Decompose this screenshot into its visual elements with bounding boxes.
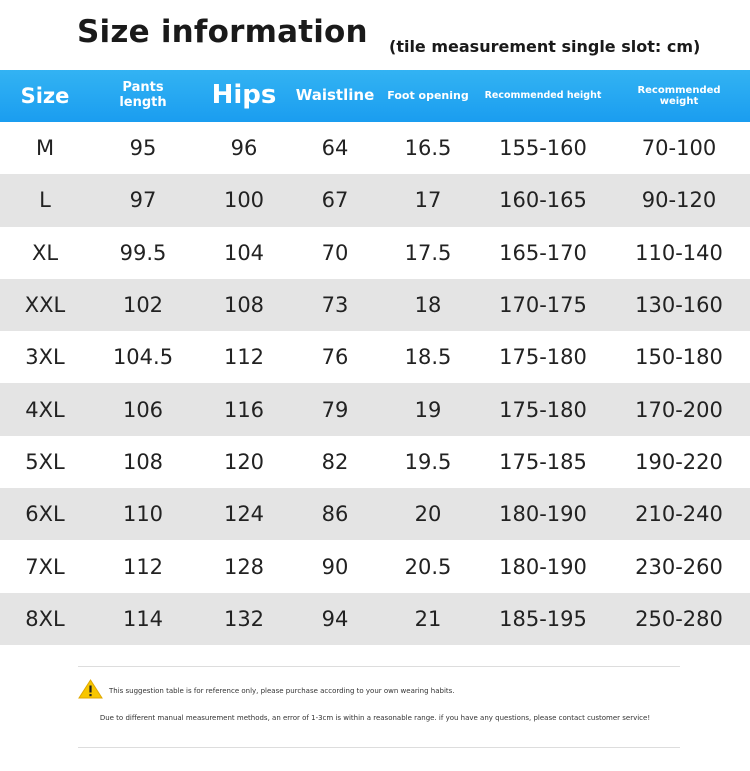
cell-pants-length: 95 xyxy=(129,136,157,161)
cell-pants-length: 110 xyxy=(122,502,164,527)
header-pants-length-line2: length xyxy=(119,95,167,110)
reference-note-text: This suggestion table is for reference only, please purchase according to your own wearing habits. xyxy=(109,687,455,695)
cell-waistline: 67 xyxy=(321,188,349,213)
cell-size: XXL xyxy=(24,293,66,318)
cell-hips: 116 xyxy=(223,397,265,422)
header-waistline: Waistline xyxy=(295,86,375,105)
table-row xyxy=(0,122,750,174)
cell-recommended-height: 180-190 xyxy=(499,502,587,527)
cell-foot-opening: 19 xyxy=(414,397,442,422)
table-row xyxy=(0,593,750,645)
page-title: Size information xyxy=(77,14,368,50)
cell-foot-opening: 19.5 xyxy=(404,449,452,474)
cell-size: M xyxy=(35,136,55,161)
cell-foot-opening: 20.5 xyxy=(404,554,452,579)
table-row xyxy=(0,227,750,279)
header-recommended-weight-line1: Recommended xyxy=(637,84,721,96)
bottom-divider xyxy=(78,747,680,748)
reference-note xyxy=(78,679,455,703)
cell-pants-length: 114 xyxy=(122,606,164,631)
cell-hips: 120 xyxy=(223,449,265,474)
cell-pants-length: 104.5 xyxy=(112,345,174,370)
cell-pants-length: 97 xyxy=(129,188,157,213)
cell-size: 5XL xyxy=(25,449,65,474)
cell-recommended-weight: 170-200 xyxy=(635,397,723,422)
top-divider xyxy=(78,666,680,667)
cell-recommended-weight: 250-280 xyxy=(635,606,723,631)
warning-triangle-icon xyxy=(78,679,103,703)
cell-waistline: 82 xyxy=(321,449,349,474)
table-row xyxy=(0,174,750,226)
header-foot-opening: Foot opening xyxy=(387,88,469,102)
header-recommended-weight-line2: weight xyxy=(659,96,699,107)
cell-size: 3XL xyxy=(25,345,65,370)
cell-pants-length: 108 xyxy=(122,449,164,474)
cell-waistline: 86 xyxy=(321,502,349,527)
cell-size: 6XL xyxy=(25,502,65,527)
cell-hips: 112 xyxy=(223,345,265,370)
table-row xyxy=(0,279,750,331)
cell-waistline: 64 xyxy=(321,136,349,161)
cell-hips: 128 xyxy=(223,554,265,579)
cell-hips: 108 xyxy=(223,293,265,318)
table-row xyxy=(0,383,750,435)
cell-hips: 96 xyxy=(230,136,258,161)
header-size: Size xyxy=(20,83,70,108)
cell-recommended-height: 175-180 xyxy=(499,345,587,370)
size-table-body xyxy=(0,122,750,645)
cell-hips: 100 xyxy=(223,188,265,213)
cell-recommended-height: 175-180 xyxy=(499,397,587,422)
cell-pants-length: 99.5 xyxy=(119,240,167,265)
cell-recommended-height: 160-165 xyxy=(499,188,587,213)
cell-pants-length: 112 xyxy=(122,554,164,579)
cell-waistline: 79 xyxy=(321,397,349,422)
cell-pants-length: 106 xyxy=(122,397,164,422)
cell-hips: 104 xyxy=(223,240,265,265)
cell-foot-opening: 21 xyxy=(414,606,442,631)
cell-recommended-weight: 150-180 xyxy=(635,345,723,370)
cell-waistline: 70 xyxy=(321,240,349,265)
cell-recommended-height: 175-185 xyxy=(499,449,587,474)
cell-hips: 132 xyxy=(223,606,265,631)
header-recommended-weight xyxy=(608,70,750,122)
cell-hips: 124 xyxy=(223,502,265,527)
cell-size: L xyxy=(39,188,51,213)
cell-recommended-height: 185-195 xyxy=(499,606,587,631)
cell-waistline: 73 xyxy=(321,293,349,318)
cell-foot-opening: 18 xyxy=(414,293,442,318)
cell-size: XL xyxy=(31,240,59,265)
cell-recommended-height: 180-190 xyxy=(499,554,587,579)
cell-recommended-weight: 210-240 xyxy=(635,502,723,527)
table-row xyxy=(0,540,750,592)
page-subtitle: (tile measurement single slot: cm) xyxy=(389,37,701,56)
cell-foot-opening: 17.5 xyxy=(404,240,452,265)
cell-foot-opening: 20 xyxy=(414,502,442,527)
table-header xyxy=(0,70,750,122)
cell-size: 7XL xyxy=(25,554,65,579)
cell-size: 8XL xyxy=(25,606,65,631)
cell-recommended-weight: 110-140 xyxy=(635,240,723,265)
cell-waistline: 76 xyxy=(321,345,349,370)
header-pants-length xyxy=(90,70,196,122)
cell-pants-length: 102 xyxy=(122,293,164,318)
cell-recommended-weight: 90-120 xyxy=(641,188,717,213)
cell-recommended-weight: 190-220 xyxy=(635,449,723,474)
cell-recommended-weight: 230-260 xyxy=(635,554,723,579)
cell-recommended-height: 170-175 xyxy=(499,293,587,318)
header-recommended-height: Recommended height xyxy=(484,89,602,101)
header-hips: Hips xyxy=(211,80,277,111)
cell-waistline: 94 xyxy=(321,606,349,631)
cell-size: 4XL xyxy=(25,397,65,422)
cell-recommended-weight: 130-160 xyxy=(635,293,723,318)
cell-foot-opening: 16.5 xyxy=(404,136,452,161)
cell-recommended-height: 155-160 xyxy=(499,136,587,161)
cell-recommended-weight: 70-100 xyxy=(641,136,717,161)
table-row xyxy=(0,331,750,383)
cell-recommended-height: 165-170 xyxy=(499,240,587,265)
table-row xyxy=(0,488,750,540)
header-pants-length-line1: Pants xyxy=(122,80,164,96)
error-note-text: Due to different manual measurement methods, an error of 1-3cm is within a reasonable range. if you have any questions, please contact customer service! xyxy=(99,714,651,722)
table-row xyxy=(0,436,750,488)
cell-waistline: 90 xyxy=(321,554,349,579)
cell-foot-opening: 18.5 xyxy=(404,345,452,370)
cell-foot-opening: 17 xyxy=(414,188,442,213)
